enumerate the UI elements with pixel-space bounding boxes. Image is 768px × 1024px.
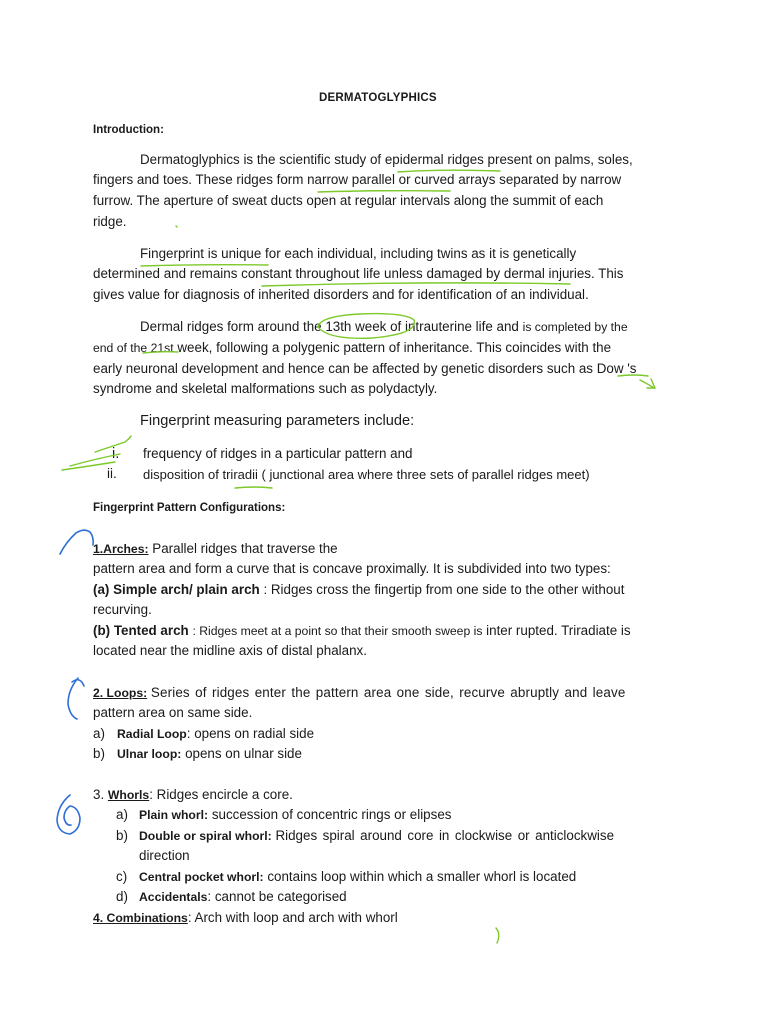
intro-p2-line1: Fingerprint is unique for each individual, including twins as it is genetically [140, 246, 577, 261]
params-item-2-text: disposition of triradii ( junctional area where three sets of parallel ridges meet) [143, 467, 590, 482]
intro-p3-line4: syndrome and skeletal malformations such as polydactyly. [93, 381, 438, 396]
tented-arch-line2: located near the midline axis of distal phalanx. [93, 643, 367, 658]
intro-p1-line4: ridge. [93, 214, 127, 229]
intro-p1-line3: furrow. The aperture of sweat ducts open at regular intervals along the summit of each [93, 193, 604, 208]
whorls-item-d-marker: d) [116, 889, 128, 904]
whorls-label: Whorls [107, 788, 150, 802]
accidentals-label: Accidentals [139, 890, 208, 904]
intro-p2-line2: determined and remains constant throughout life unless damaged by dermal injuries. This [93, 266, 624, 281]
intro-p3-line2-a: end of the 21st [93, 341, 174, 355]
intro-p2-line3: gives value for diagnosis of inherited disorders and for identification of an individual. [93, 287, 589, 302]
intro-p3-line2 [93, 340, 611, 356]
intro-p3-line2-b: week, following a polygenic pattern of inheritance. This coincides with the [177, 340, 612, 355]
plain-whorl-text: succession of concentric rings or elipses [211, 807, 452, 822]
whorls-item-b [139, 828, 614, 844]
loops-text1: Series of ridges enter the pattern area one side, recurve abruptly and leave [150, 685, 626, 700]
simple-arch-text: : Ridges cross the fingertip from one side to the other without [263, 582, 625, 597]
params-item-1-text: frequency of ridges in a particular pattern and [143, 446, 413, 461]
whorls-item-a [139, 807, 451, 823]
whorls-item-c [139, 869, 576, 885]
central-pocket-whorl-text: contains loop within which a smaller whorl is located [267, 869, 577, 884]
combinations-text: : Arch with loop and arch with whorl [187, 910, 398, 925]
central-pocket-whorl-label: Central pocket whorl: [139, 870, 264, 884]
ink-mark-bottom [496, 928, 499, 943]
whorls-text: : Ridges encircle a core. [149, 787, 293, 802]
intro-p3-line1 [140, 319, 628, 335]
whorls-item-c-marker: c) [116, 869, 128, 884]
underline-triradii [235, 487, 272, 488]
loops-item-a [117, 726, 314, 742]
arches-line1 [93, 541, 338, 557]
intro-heading: Introduction: [93, 124, 164, 136]
arrow-dow [640, 379, 655, 388]
arches-line2: pattern area and form a curve that is concave proximally. It is subdivided into two types: [93, 561, 611, 576]
tented-arch-text2: inter rupted. Triradiate is [486, 623, 631, 638]
whorl-scribble [57, 795, 80, 834]
loops-label: 2. Loops: [93, 686, 148, 700]
whorls-item-d [139, 889, 347, 905]
params-heading: Fingerprint measuring parameters include: [140, 413, 415, 429]
simple-arch-line [93, 582, 624, 598]
tented-arch-label: (b) Tented arch [93, 623, 189, 638]
accidentals-text: : cannot be categorised [207, 889, 347, 904]
loop-scribble [68, 678, 84, 719]
underline-narrow-parallel [318, 191, 450, 192]
loops-line1 [93, 685, 625, 701]
combinations-line [93, 910, 398, 926]
intro-p3-line1-b: is completed by the [522, 320, 628, 334]
intro-p1-line2: fingers and toes. These ridges form narrow parallel or curved arrays separated by narrow [93, 172, 622, 187]
ulnar-loop-label: Ulnar loop: [117, 747, 182, 761]
radial-loop-text: : opens on radial side [186, 726, 315, 741]
params-item-1-marker: i. [112, 446, 120, 462]
tented-arch-text1: : Ridges meet at a point so that their smooth sweep is [192, 624, 483, 638]
combinations-label: 4. Combinations [93, 911, 188, 925]
arches-label: 1.Arches: [93, 542, 149, 556]
arch-scribble [60, 530, 93, 554]
whorls-number: 3. [93, 787, 105, 802]
underline-constant-throughout [262, 283, 570, 286]
spiral-whorl-label: Double or spiral whorl: [139, 829, 272, 843]
ulnar-loop-text: opens on ulnar side [185, 746, 302, 761]
params-item-2-marker: ii. [107, 466, 117, 481]
simple-arch-line2: recurving. [93, 602, 152, 617]
config-heading: Fingerprint Pattern Configurations: [93, 502, 286, 514]
whorls-item-b-line2: direction [139, 848, 190, 863]
intro-p3-line3: early neuronal development and hence can be affected by genetic disorders such as Dow 's [93, 361, 637, 376]
whorls-item-b-marker: b) [116, 828, 128, 843]
document-title: DERMATOGLYPHICS [319, 92, 437, 104]
spiral-whorl-text: Ridges spiral around core in clockwise or anticlockwise [275, 828, 615, 843]
loops-item-b [117, 746, 302, 762]
intro-p3-line1-a: Dermal ridges form around the 13th week of intrauterine life and [140, 319, 519, 334]
ink-dot [176, 226, 177, 227]
tented-arch-line [93, 623, 631, 639]
plain-whorl-label: Plain whorl: [139, 808, 209, 822]
loops-item-b-marker: b) [93, 746, 105, 761]
intro-p1-line1: Dermatoglyphics is the scientific study of epidermal ridges present on palms, soles, [140, 152, 633, 167]
radial-loop-label: Radial Loop [117, 727, 187, 741]
arches-text1: Parallel ridges that traverse the [152, 541, 338, 556]
loops-item-a-marker: a) [93, 726, 105, 741]
whorls-item-a-marker: a) [116, 807, 128, 822]
loops-line2: pattern area on same side. [93, 705, 253, 720]
simple-arch-label: (a) Simple arch/ plain arch [93, 582, 260, 597]
whorls-line1 [93, 787, 293, 803]
